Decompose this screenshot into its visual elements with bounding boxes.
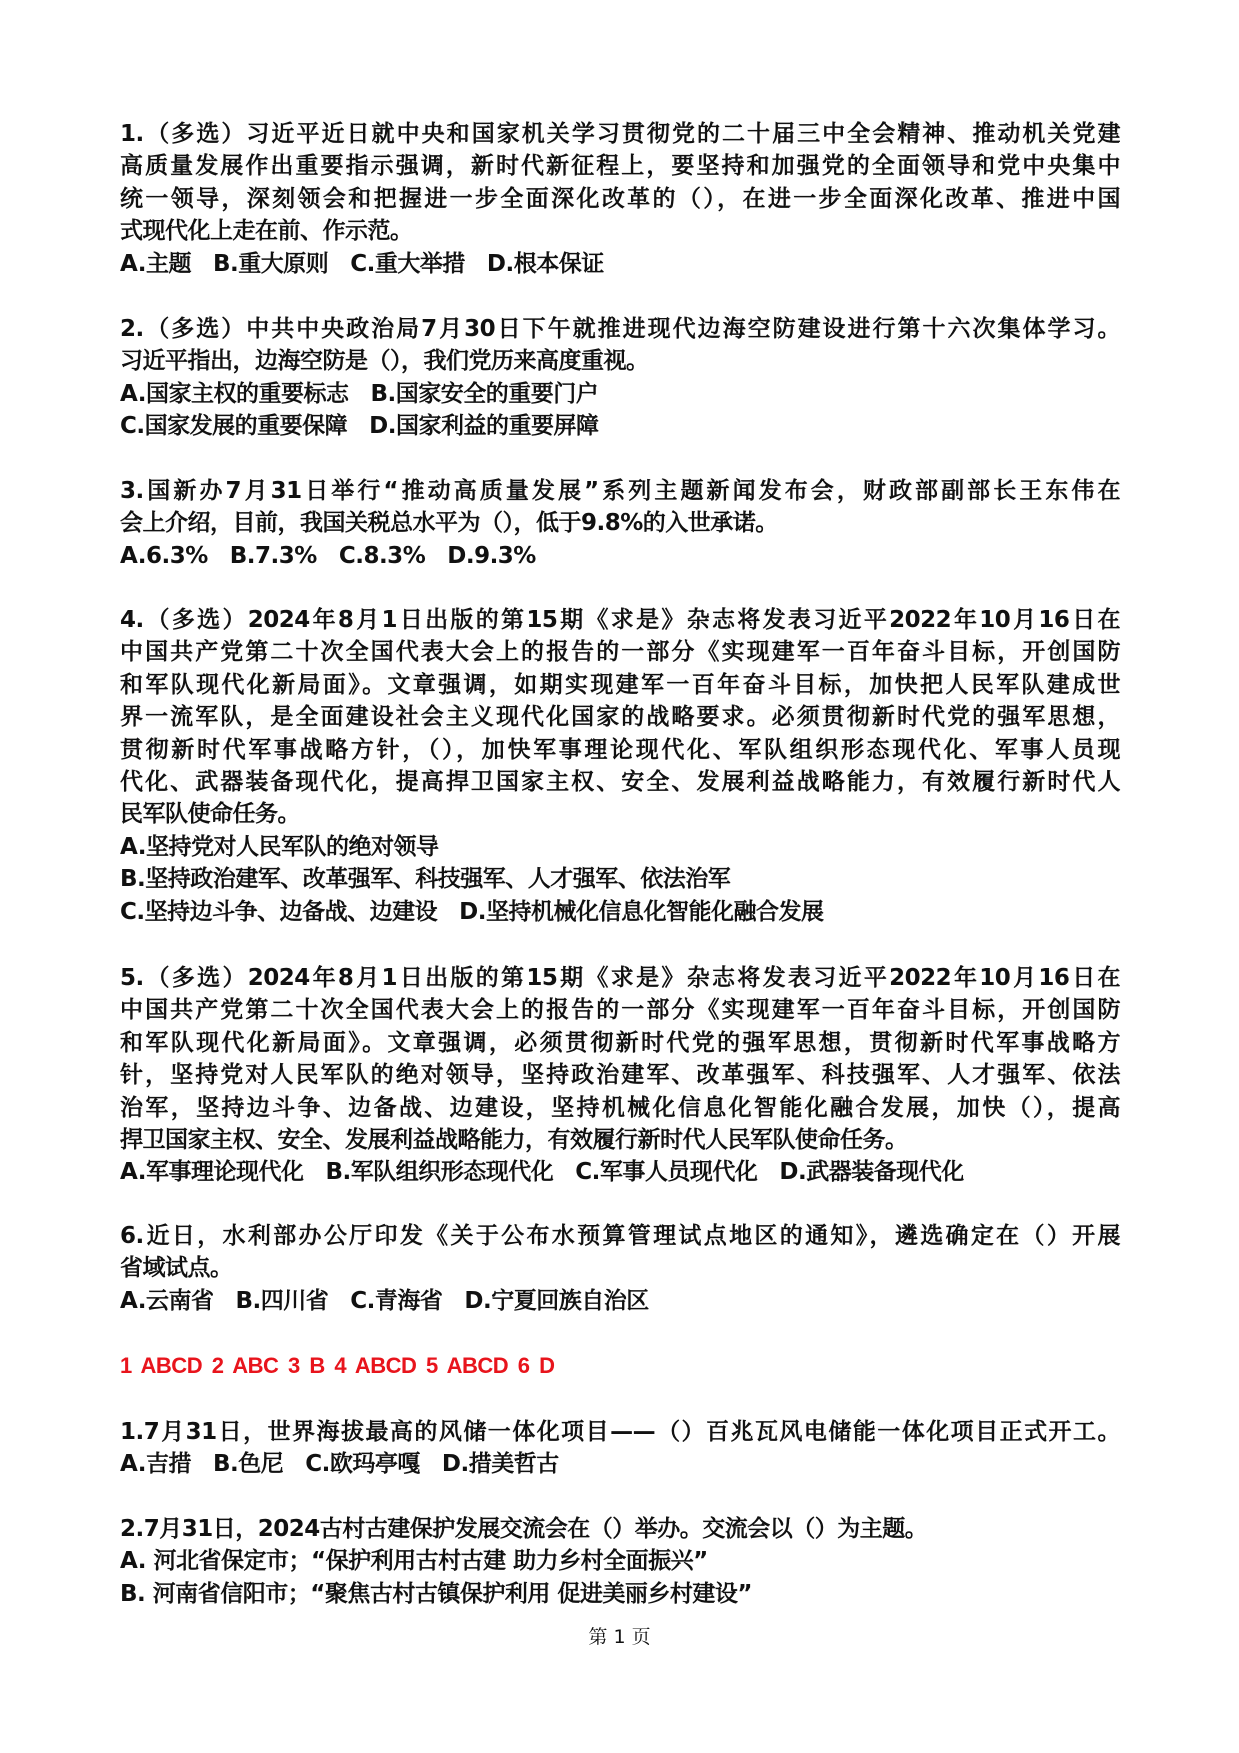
question-text: 中国共产党第二十次全国代表大会上的报告的一部分《实现建军一百年奋斗目标，开创国防 [120, 639, 1120, 666]
question-text: 统一领导，深刻领会和把握进一步全面深化改革的（），在进一步全面深化改革、推进中国 [120, 185, 1120, 212]
question-text: 2.（多选）中共中央政治局7月30日下午就推进现代边海空防建设进行第十六次集体学习。 [120, 316, 1120, 342]
option-a: A.军事理论现代化 [120, 1159, 304, 1186]
question-5 [120, 962, 1120, 1189]
question-text: 1.7月31日，世界海拔最高的风储一体化项目——（）百兆瓦风电储能一体化项目正式开工。 [120, 1419, 1120, 1445]
option-c: C.8.3% [338, 542, 426, 569]
option-a: A.6.3% [120, 542, 208, 569]
option-a: A. 河北省保定市；“保护利用古村古建 助力乡村全面振兴” [120, 1548, 708, 1575]
question-text: 4.（多选）2024年8月1日出版的第15期《求是》杂志将发表习近平2022年10月16日在 [120, 607, 1120, 633]
option-a: A.坚持党对人民军队的绝对领导 [120, 833, 439, 860]
option-d: D.国家利益的重要屏障 [369, 413, 599, 440]
option-d: D.武器装备现代化 [779, 1159, 964, 1186]
option-c: C.重大举措 [350, 250, 465, 277]
news-question-2 [120, 1513, 1120, 1610]
question-text: 代化、武器装备现代化，提高捍卫国家主权、安全、发展利益战略能力，有效履行新时代人 [120, 768, 1120, 795]
question-4 [120, 604, 1120, 928]
question-2 [120, 313, 1120, 443]
option-b: B. 河南省信阳市；“聚焦古村古镇保护利用 促进美丽乡村建设” [120, 1580, 753, 1607]
option-b: B.重大原则 [212, 250, 329, 277]
question-text: 民军队使命任务。 [120, 801, 300, 828]
question-text: 3.国新办7月31日举行“推动高质量发展”系列主题新闻发布会，财政部副部长王东伟在 [120, 478, 1120, 504]
option-b: B.色尼 [212, 1451, 284, 1478]
option-b: B.国家安全的重要门户 [370, 380, 599, 407]
option-d: D.措美哲古 [441, 1451, 559, 1478]
question-1 [120, 118, 1120, 280]
question-text: 针，坚持党对人民军队的绝对领导，坚持政治建军、改革强军、科技强军、人才强军、依法 [120, 1062, 1120, 1089]
news-question-1 [120, 1416, 1120, 1481]
question-text: 习近平指出，边海空防是（），我们党历来高度重视。 [120, 348, 649, 375]
option-c: C.欧玛亭嘎 [305, 1451, 420, 1478]
option-c: C.军事人员现代化 [575, 1159, 758, 1186]
option-a: A.国家主权的重要标志 [120, 380, 349, 407]
question-text: 5.（多选）2024年8月1日出版的第15期《求是》杂志将发表习近平2022年10月16日在 [120, 965, 1120, 991]
option-d: D.9.3% [447, 542, 536, 569]
question-text: 会上介绍，目前，我国关税总水平为（），低于9.8%的入世承诺。 [120, 510, 778, 537]
question-3 [120, 475, 1120, 572]
option-d: D.宁夏回族自治区 [464, 1287, 649, 1314]
page-number: 第 1 页 [588, 1626, 651, 1648]
answer-key [120, 1350, 1120, 1382]
option-b: B.四川省 [235, 1287, 329, 1314]
option-b: B.7.3% [229, 542, 317, 569]
question-text: 和军队现代化新局面》。文章强调，必须贯彻新时代党的强军思想，贯彻新时代军事战略方 [120, 1029, 1120, 1056]
option-c: C.坚持边斗争、边备战、边建设 [120, 898, 438, 925]
option-b: B.坚持政治建军、改革强军、科技强军、人才强军、依法治军 [120, 866, 731, 893]
option-a: A.主题 [120, 250, 191, 277]
option-d: D.根本保证 [486, 250, 604, 277]
question-text: 贯彻新时代军事战略方针，（），加快军事理论现代化、军队组织形态现代化、军事人员现 [120, 736, 1120, 763]
option-c: C.青海省 [350, 1287, 443, 1314]
question-text: 1.（多选）习近平近日就中央和国家机关学习贯彻党的二十届三中全会精神、推动机关党建 [120, 121, 1120, 147]
option-b: B.军队组织形态现代化 [325, 1159, 554, 1186]
option-d: D.坚持机械化信息化智能化融合发展 [459, 898, 824, 925]
question-text: 治军，坚持边斗争、边备战、边建设，坚持机械化信息化智能化融合发展，加快（），提高 [120, 1094, 1120, 1121]
question-text: 2.7月31日，2024古村古建保护发展交流会在（）举办。交流会以（）为主题。 [120, 1516, 928, 1542]
option-a: A.吉措 [120, 1451, 191, 1478]
question-text: 式现代化上走在前、作示范。 [120, 218, 413, 245]
options [120, 248, 1120, 280]
question-text: 省域试点。 [120, 1255, 233, 1282]
question-text: 捍卫国家主权、安全、发展利益战略能力，有效履行新时代人民军队使命任务。 [120, 1126, 908, 1153]
question-6 [120, 1220, 1120, 1317]
option-a: A.云南省 [120, 1287, 214, 1314]
question-text: 6.近日，水利部办公厅印发《关于公布水预算管理试点地区的通知》，遴选确定在（）开展 [120, 1223, 1120, 1249]
answer-key-text: 1 ABCD 2 ABC 3 B 4 ABCD 5 ABCD 6 D [120, 1353, 555, 1378]
option-c: C.国家发展的重要保障 [120, 413, 348, 440]
question-text: 界一流军队，是全面建设社会主义现代化国家的战略要求。必须贯彻新时代党的强军思想， [120, 704, 1120, 731]
question-text: 和军队现代化新局面》。文章强调，如期实现建军一百年奋斗目标，加快把人民军队建成世 [120, 671, 1120, 698]
question-text: 中国共产党第二十次全国代表大会上的报告的一部分《实现建军一百年奋斗目标，开创国防 [120, 997, 1120, 1024]
question-text: 高质量发展作出重要指示强调，新时代新征程上，要坚持和加强党的全面领导和党中央集中 [120, 153, 1120, 180]
